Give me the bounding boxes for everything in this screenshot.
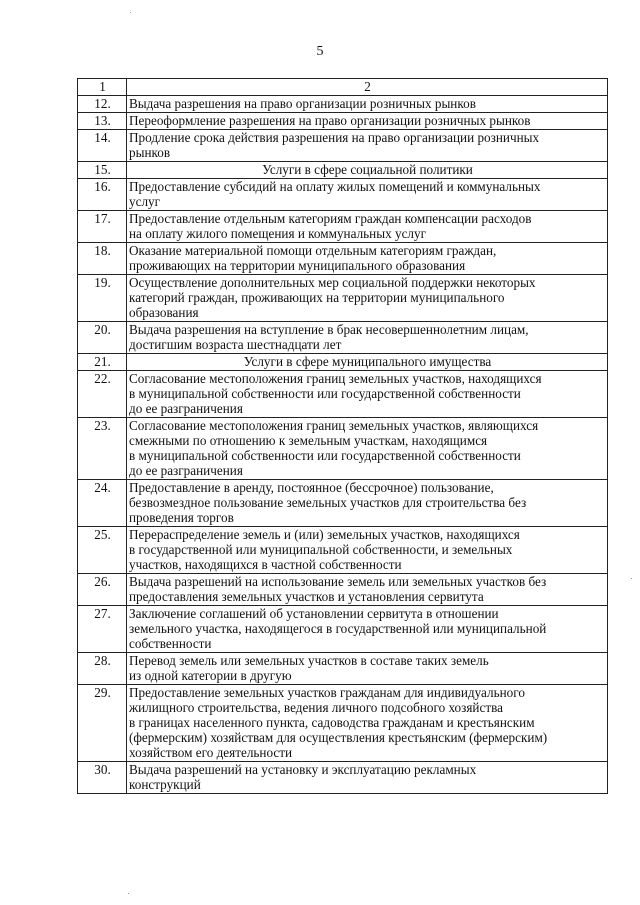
- text-line: Выдача разрешений на установку и эксплуатацию рекламных: [129, 762, 477, 777]
- page-number: 5: [316, 44, 324, 59]
- table-row: [78, 179, 608, 211]
- text-line: Перевод земель или земельных участков в составе таких земель: [129, 653, 489, 668]
- text-line: на оплату жилого помещения и коммунальных услуг: [129, 226, 427, 241]
- services-table: [77, 78, 608, 794]
- text-line: категорий граждан, проживающих на территории муниципального: [129, 290, 505, 305]
- text-line: Согласование местоположения границ земельных участков, находящихся: [129, 371, 542, 386]
- text-line: хозяйством его деятельности: [129, 745, 293, 760]
- row-number: 28.: [78, 653, 127, 685]
- row-number: 24.: [78, 480, 127, 527]
- table-row: [78, 371, 608, 418]
- text-line: проживающих на территории муниципального образования: [129, 258, 466, 273]
- table-row: [78, 275, 608, 322]
- row-number: 16.: [78, 179, 127, 211]
- service-name: [127, 275, 608, 322]
- service-name: [127, 762, 608, 794]
- row-number: 29.: [78, 685, 127, 762]
- scan-speck: [128, 893, 129, 894]
- table-row: [78, 211, 608, 243]
- service-name: [127, 418, 608, 480]
- row-number: 21.: [78, 354, 127, 371]
- table-row: [78, 322, 608, 354]
- service-name: [127, 480, 608, 527]
- text-line: смежными по отношению к земельным участкам, находящимся: [129, 433, 488, 448]
- text-line: проведения торгов: [129, 510, 234, 525]
- text-line: безвозмездное пользование земельных участков для строительства без: [129, 495, 527, 510]
- text-line: Предоставление отдельным категориям граждан компенсации расходов: [129, 211, 532, 226]
- row-number: 30.: [78, 762, 127, 794]
- text-line: Предоставление земельных участков гражданам для индивидуального: [129, 685, 525, 700]
- text-line: Переоформление разрешения на право организации розничных рынков: [129, 113, 531, 128]
- text-line: достигшим возраста шестнадцати лет: [129, 337, 342, 352]
- table-row: [78, 606, 608, 653]
- row-number: 22.: [78, 371, 127, 418]
- text-line: рынков: [129, 145, 171, 160]
- service-name: [127, 243, 608, 275]
- table-row: [78, 527, 608, 574]
- section-title: [127, 354, 608, 371]
- text-line: земельного участка, находящегося в государственной или муниципальной: [129, 621, 547, 636]
- service-name: [127, 113, 608, 130]
- text-line: Предоставление субсидий на оплату жилых помещений и коммунальных: [129, 179, 541, 194]
- table-body: [78, 79, 608, 794]
- scan-speck: [130, 12, 131, 13]
- row-number: 25.: [78, 527, 127, 574]
- table-row: [78, 418, 608, 480]
- text-line: до ее разграничения: [129, 463, 243, 478]
- row-number: 17.: [78, 211, 127, 243]
- row-number: 13.: [78, 113, 127, 130]
- table-row: [78, 480, 608, 527]
- text-line: собственности: [129, 636, 212, 651]
- text-line: в муниципальной собственности или государственной собственности: [129, 386, 521, 401]
- header-col-2: 2: [127, 79, 608, 96]
- text-line: Продление срока действия разрешения на право организации розничных: [129, 130, 540, 145]
- table-row: [78, 96, 608, 113]
- text-line: до ее разграничения: [129, 401, 243, 416]
- service-name: [127, 606, 608, 653]
- row-number: 19.: [78, 275, 127, 322]
- row-number: 26.: [78, 574, 127, 606]
- text-line: (фермерским) хозяйствам для осуществления крестьянским (фермерским): [129, 730, 548, 745]
- scan-speck: [631, 578, 632, 579]
- text-line: образования: [129, 305, 199, 320]
- text-line: Выдача разрешения на вступление в брак несовершеннолетним лицам,: [129, 322, 529, 337]
- table-row: [78, 130, 608, 162]
- text-line: Выдача разрешений на использование земель или земельных участков без: [129, 574, 547, 589]
- row-number: 20.: [78, 322, 127, 354]
- text-line: Согласование местоположения границ земельных участков, являющихся: [129, 418, 539, 433]
- text-line: из одной категории в другую: [129, 668, 292, 683]
- row-number: 18.: [78, 243, 127, 275]
- header-col-1: 1: [78, 79, 127, 96]
- table-row: [78, 113, 608, 130]
- row-number: 15.: [78, 162, 127, 179]
- text-line: жилищного строительства, ведения личного подсобного хозяйства: [129, 700, 503, 715]
- service-name: [127, 527, 608, 574]
- text-line: в муниципальной собственности или государственной собственности: [129, 448, 521, 463]
- text-line: Осуществление дополнительных мер социальной поддержки некоторых: [129, 275, 536, 290]
- text-line: Выдача разрешения на право организации розничных рынков: [129, 96, 476, 111]
- table-row: [78, 653, 608, 685]
- service-name: [127, 130, 608, 162]
- service-name: [127, 211, 608, 243]
- text-line: Услуги в сфере муниципального имущества: [243, 354, 492, 369]
- section-row: [78, 354, 608, 371]
- table-row: [78, 685, 608, 762]
- service-name: [127, 371, 608, 418]
- service-name: [127, 574, 608, 606]
- service-name: [127, 96, 608, 113]
- section-row: [78, 162, 608, 179]
- service-name: [127, 685, 608, 762]
- row-number: 27.: [78, 606, 127, 653]
- service-name: [127, 179, 608, 211]
- text-line: Предоставление в аренду, постоянное (бессрочное) пользование,: [129, 480, 494, 495]
- table-row: [78, 243, 608, 275]
- section-title: [127, 162, 608, 179]
- row-number: 14.: [78, 130, 127, 162]
- text-line: Оказание материальной помощи отдельным категориям граждан,: [129, 243, 497, 258]
- row-number: 12.: [78, 96, 127, 113]
- text-line: Перераспределение земель и (или) земельных участков, находящихся: [129, 527, 520, 542]
- text-line: конструкций: [129, 777, 201, 792]
- text-line: в государственной или муниципальной собственности, и земельных: [129, 542, 513, 557]
- text-line: в границах населенного пункта, садоводства гражданам и крестьянским: [129, 715, 535, 730]
- service-name: [127, 322, 608, 354]
- table-row: [78, 574, 608, 606]
- row-number: 23.: [78, 418, 127, 480]
- table-row: [78, 762, 608, 794]
- table-header-row: [78, 79, 608, 96]
- text-line: Заключение соглашений об установлении сервитута в отношении: [129, 606, 499, 621]
- text-line: предоставления земельных участков и установления сервитута: [129, 589, 484, 604]
- text-line: услуг: [129, 194, 161, 209]
- service-name: [127, 653, 608, 685]
- text-line: Услуги в сфере социальной политики: [262, 162, 473, 177]
- text-line: участков, находящихся в частной собственности: [129, 557, 402, 572]
